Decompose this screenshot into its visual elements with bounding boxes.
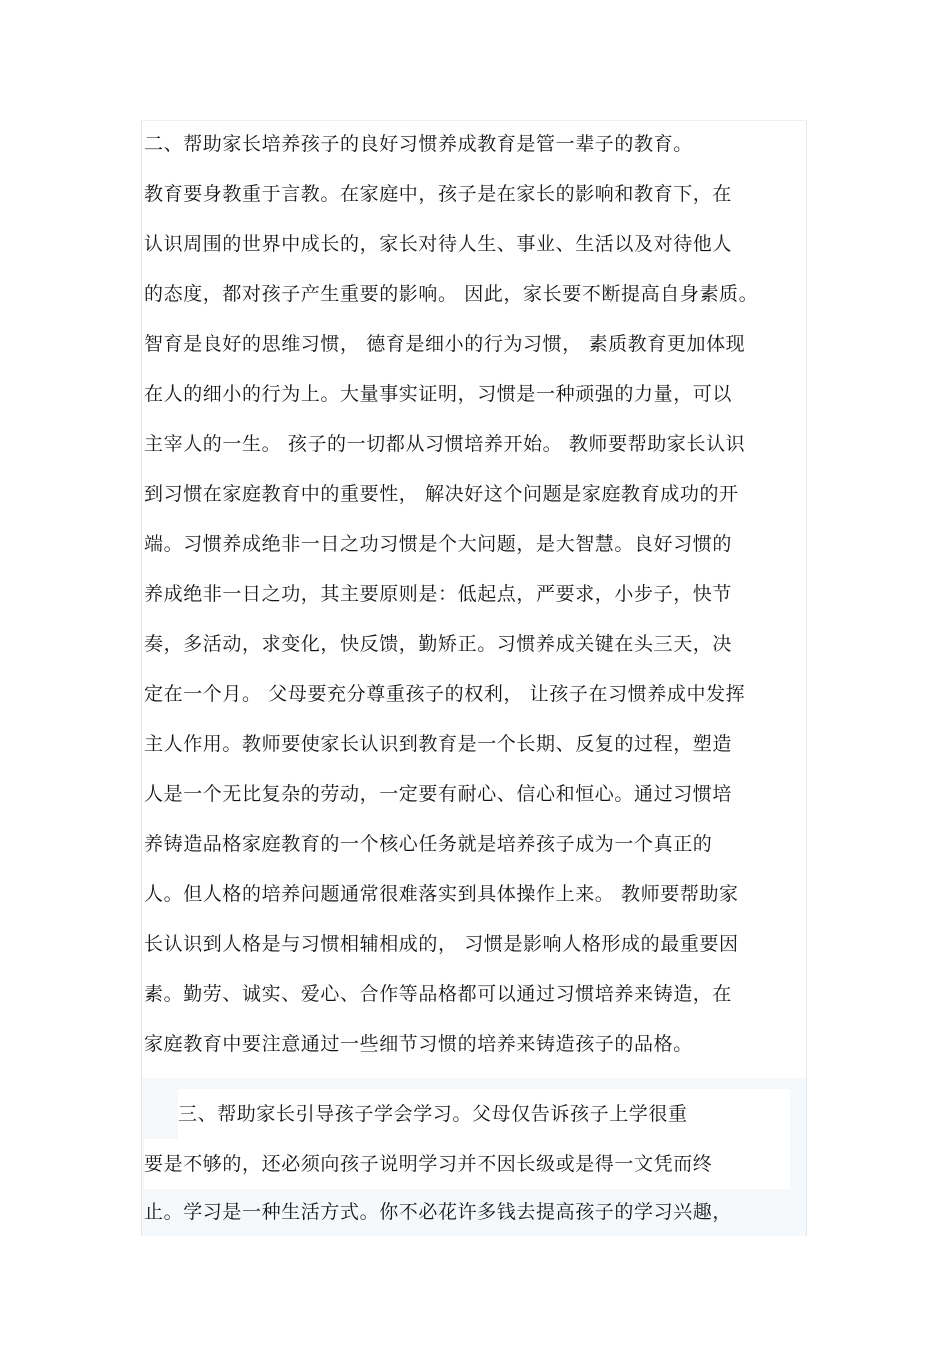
paragraph-line: 端。习惯养成绝非一日之功习惯是个大问题，是大智慧。良好习惯的 <box>144 533 733 555</box>
paragraph-line: 家庭教育中要注意通过一些细节习惯的培养来铸造孩子的品格。 <box>144 1033 693 1055</box>
paragraph-line: 长认识到人格是与习惯相辅相成的， 习惯是影响人格形成的最重要因 <box>144 933 739 955</box>
paragraph-line: 到习惯在家庭教育中的重要性， 解决好这个问题是家庭教育成功的开 <box>144 483 739 505</box>
paragraph-line: 三、帮助家长引导孩子学会学习。父母仅告诉孩子上学很重 <box>178 1089 790 1139</box>
paragraph-line: 在人的细小的行为上。大量事实证明，习惯是一种顽强的力量，可以 <box>144 383 733 405</box>
paragraph-line: 教育要身教重于言教。在家庭中，孩子是在家长的影响和教育下，在 <box>144 183 733 205</box>
paragraph-line: 认识周围的世界中成长的，家长对待人生、事业、生活以及对待他人 <box>144 233 733 255</box>
paragraph-line: 人是一个无比复杂的劳动，一定要有耐心、信心和恒心。通过习惯培 <box>144 783 733 805</box>
paragraph-line: 智育是良好的思维习惯， 德育是细小的行为习惯， 素质教育更加体现 <box>144 333 746 355</box>
paragraph-line: 要是不够的，还必须向孩子说明学习并不因长级或是得一文凭而终 <box>144 1139 790 1189</box>
paragraph-line: 养铸造品格家庭教育的一个核心任务就是培养孩子成为一个真正的 <box>144 833 713 855</box>
paragraph-line: 奏，多活动，求变化，快反馈，勤矫正。习惯养成关键在头三天，决 <box>144 633 733 655</box>
paragraph-line: 主人作用。教师要使家长认识到教育是一个长期、反复的过程，塑造 <box>144 733 733 755</box>
paragraph-line: 素。勤劳、诚实、爱心、合作等品格都可以通过习惯培养来铸造，在 <box>144 983 733 1005</box>
paragraph-line: 主宰人的一生。 孩子的一切都从习惯培养开始。 教师要帮助家长认识 <box>144 433 746 455</box>
paragraph-line: 止。学习是一种生活方式。你不必花许多钱去提高孩子的学习兴趣， <box>144 1201 733 1223</box>
paragraph-line: 人。但人格的培养问题通常很难落实到具体操作上来。 教师要帮助家 <box>144 883 739 905</box>
paragraph-line: 二、帮助家长培养孩子的良好习惯养成教育是管一辈子的教育。 <box>144 133 693 155</box>
paragraph-line: 养成绝非一日之功，其主要原则是：低起点，严要求，小步子，快节 <box>144 583 733 605</box>
paragraph-line: 定在一个月。 父母要充分尊重孩子的权利， 让孩子在习惯养成中发挥 <box>144 683 746 705</box>
paragraph-line: 的态度，都对孩子产生重要的影响。 因此，家长要不断提高自身素质。 <box>144 283 759 305</box>
